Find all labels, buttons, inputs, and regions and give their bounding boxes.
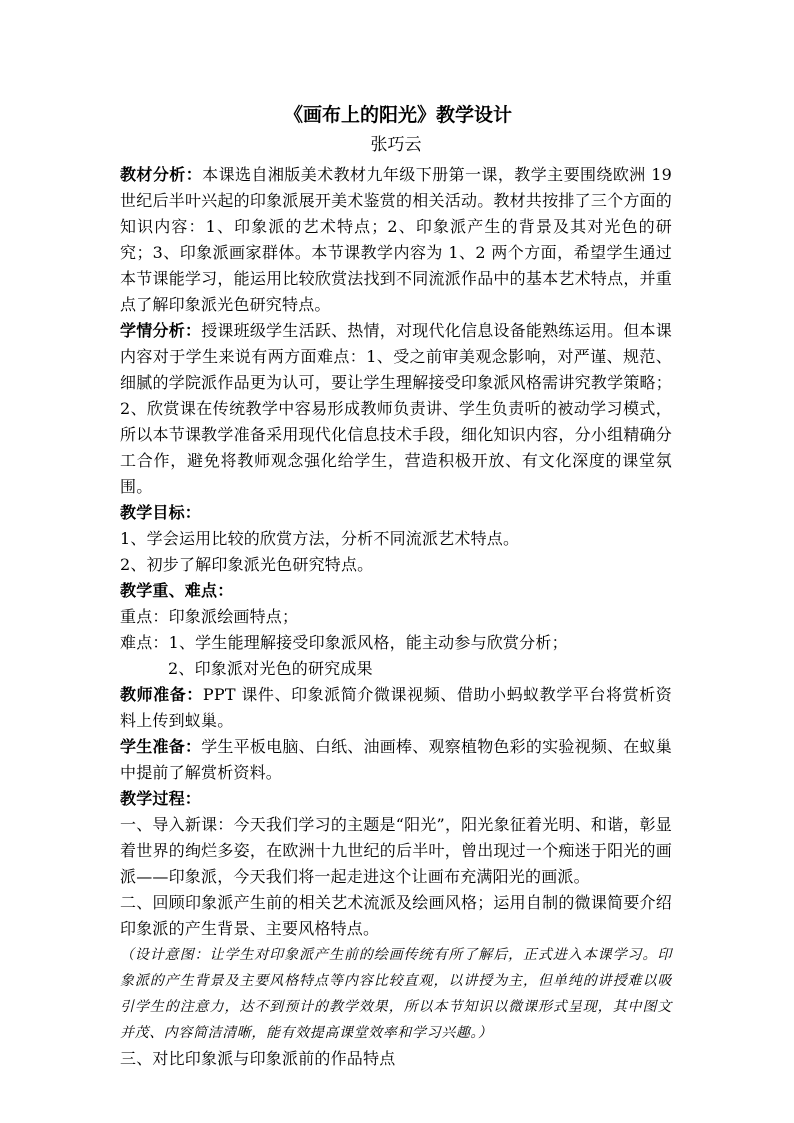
teacher-prep-text: PPT 课件、印象派简介微课视频、借助小蚂蚁教学平台将赏析资料上传到蚁巢。	[120, 685, 672, 730]
material-analysis-paragraph	[120, 162, 672, 318]
objective-item-2: 2、初步了解印象派光色研究特点。	[120, 555, 374, 574]
process-heading: 教学过程：	[120, 789, 202, 808]
student-prep-paragraph	[120, 734, 672, 786]
objectives-heading: 教学目标：	[120, 503, 202, 522]
process-step-1: 一、导入新课：今天我们学习的主题是“阳光”，阳光象征着光明、和谐，彰显着世界的绚烂多姿，在欧洲十九世纪的后半叶，曾出现过一个痴迷于阳光的画派——印象派，今天我们将一起走进这个让画布充满阳光的画派。	[120, 815, 672, 886]
process-step-3: 三、对比印象派与印象派前的作品特点	[120, 1049, 396, 1068]
objective-item-1: 1、学会运用比较的欣赏方法，分析不同流派艺术特点。	[120, 529, 520, 548]
process-step-2: 二、回顾印象派产生前的相关艺术流派及绘画风格；运用自制的微课简要介绍印象派的产生背景、主要风格特点。	[120, 893, 672, 938]
material-analysis-label: 教材分析：	[120, 165, 203, 184]
teacher-prep-paragraph	[120, 682, 672, 734]
student-analysis-text: 授课班级学生活跃、热情，对现代化信息设备能熟练运用。但本课内容对于学生来说有两方面难点：1、受之前审美观念影响，对严谨、规范、细腻的学院派作品更为认可，要让学生理解接受印象派风格需讲究教学策略；2、欣赏课在传统教学中容易形成教师负责讲、学生负责听的被动学习模式，所以本节课教学准备采用现代化信息技术手段，细化知识内容，分小组精确分工合作，避免将教师观念强化给学生，营造积极开放、有文化深度的课堂氛围。	[120, 321, 672, 496]
student-analysis-label: 学情分析：	[120, 321, 202, 340]
key-point: 重点：印象派绘画特点；	[120, 607, 299, 626]
document-page	[120, 100, 672, 1072]
student-prep-label: 学生准备：	[120, 737, 202, 756]
difficulty-item-1: 难点：1、学生能理解接受印象派风格，能主动参与欣赏分析；	[120, 633, 568, 652]
difficulty-item-2: 2、印象派对光色的研究成果	[168, 659, 373, 678]
material-analysis-text: 本课选自湘版美术教材九年级下册第一课，教学主要围绕欧洲 19 世纪后半叶兴起的印象派展开美术鉴赏的相关活动。教材共按排了三个方面的知识内容：1、印象派的艺术特点；2、印象派产生的背景及其对光色的研究；3、印象派画家群体。本节课教学内容为 1、2 两个方面，希望学生通过本节课能学习，能运用比较欣赏法找到不同流派作品中的基本艺术特点，并重点了解印象派光色研究特点。	[120, 165, 672, 314]
student-analysis-paragraph	[120, 318, 672, 500]
design-intent-note: （设计意图：让学生对印象派产生前的绘画传统有所了解后，正式进入本课学习。印象派的产生背景及主要风格特点等内容比较直观，以讲授为主，但单纯的讲授难以吸引学生的注意力，达不到预计的教学效果，所以本节知识以微课形式呈现，其中图文并茂、内容简洁清晰，能有效提高课堂效率和学习兴趣。）	[120, 947, 672, 1041]
key-points-heading: 教学重、难点：	[120, 581, 234, 600]
teacher-prep-label: 教师准备：	[120, 685, 203, 704]
document-title: 《画布上的阳光》教学设计	[283, 104, 512, 126]
student-prep-text: 学生平板电脑、白纸、油画棒、观察植物色彩的实验视频、在蚁巢中提前了解赏析资料。	[120, 737, 672, 782]
author-name: 张巧云	[370, 135, 422, 155]
